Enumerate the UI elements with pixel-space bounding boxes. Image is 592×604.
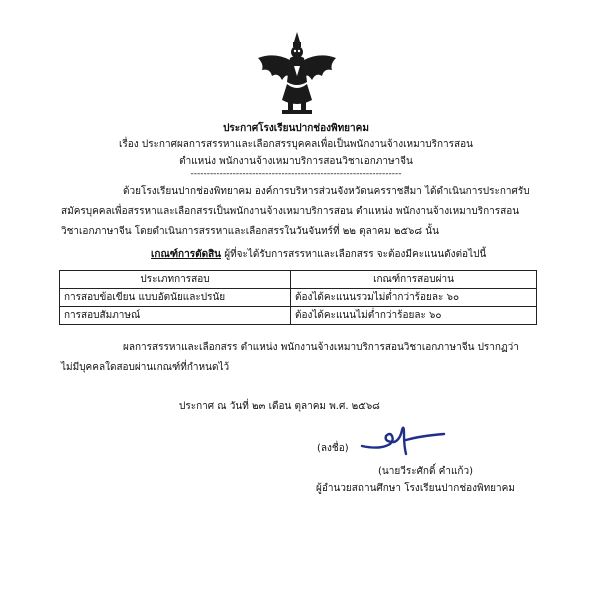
- criteria-text: ผู้ที่จะได้รับการสรรหาและเลือกสรร จะต้องมีคะแนนดังต่อไปนี้: [221, 249, 487, 260]
- divider-line: -----------------------------------------------------------------: [190, 169, 402, 179]
- table-row: [60, 307, 537, 325]
- table-cell: ต้องได้คะแนนไม่ต่ำกว่าร้อยละ ๖๐: [291, 307, 537, 325]
- body-paragraph-2: [61, 338, 531, 378]
- sign-label: (ลงชื่อ): [317, 443, 349, 454]
- signer-name: (นายวีระศักดิ์ คำแก้ว): [378, 466, 473, 477]
- garuda-emblem-icon: [254, 30, 340, 116]
- announce-date: ประกาศ ณ วันที่ ๒๓ เดือน ตุลาคม พ.ศ. ๒๕๖๘: [179, 401, 380, 412]
- criteria-table: [59, 270, 537, 325]
- table-header: ประเภทการสอบ: [60, 271, 291, 289]
- signer-position: ผู้อำนวยสถานศึกษา โรงเรียนปากช่องพิทยาคม: [316, 483, 515, 494]
- body-paragraph-1: [61, 182, 531, 242]
- document-title: ประกาศโรงเรียนปากช่องพิทยาคม: [223, 123, 369, 134]
- table-row: [60, 289, 537, 307]
- subject-line: เรื่อง ประกาศผลการสรรหาและเลือกสรรบุคคลเพื่อเป็นพนักงานจ้างเหมาบริการสอน: [118, 139, 473, 150]
- table-cell: การสอบข้อเขียน แบบอัตนัยและปรนัย: [60, 289, 291, 307]
- table-header-row: [60, 271, 537, 289]
- position-line: ตำแหน่ง พนักงานจ้างเหมาบริการสอนวิชาเอกภาษาจีน: [179, 156, 413, 167]
- criteria-line: [151, 247, 486, 262]
- handwritten-signature: [360, 420, 446, 460]
- paragraph-2-line-1: ผลการสรรหาและเลือกสรร ตำแหน่ง พนักงานจ้างเหมาบริการสอนวิชาเอกภาษาจีน ปรากฏว่า: [123, 342, 519, 353]
- table-cell: ต้องได้คะแนนรวมไม่ต่ำกว่าร้อยละ ๖๐: [291, 289, 537, 307]
- table-cell: การสอบสัมภาษณ์: [60, 307, 291, 325]
- criteria-label: เกณฑ์การตัดสิน: [151, 249, 222, 260]
- paragraph-2-line-2: ไม่มีบุคคลใดสอบผ่านเกณฑ์ที่กำหนดไว้: [61, 362, 230, 373]
- paragraph-1-text: ด้วยโรงเรียนปากช่องพิทยาคม องค์การบริหารส่วนจังหวัดนครราชสีมา ได้ดำเนินการประกาศรับสมัครบุคคลเพื่อสรรหาและเลือกสรรเป็นพนักงานจ้างเหมาบริการสอน ตำแหน่ง พนักงานจ้างเหมาบริการสอนวิชาเอกภาษาจีน โดยดำเนินการสรรหาและเลือกสรรในวันจันทร์ที่ ๒๒ ตุลาคม ๒๕๖๘ นั้น: [61, 186, 530, 237]
- table-header: เกณฑ์การสอบผ่าน: [291, 271, 537, 289]
